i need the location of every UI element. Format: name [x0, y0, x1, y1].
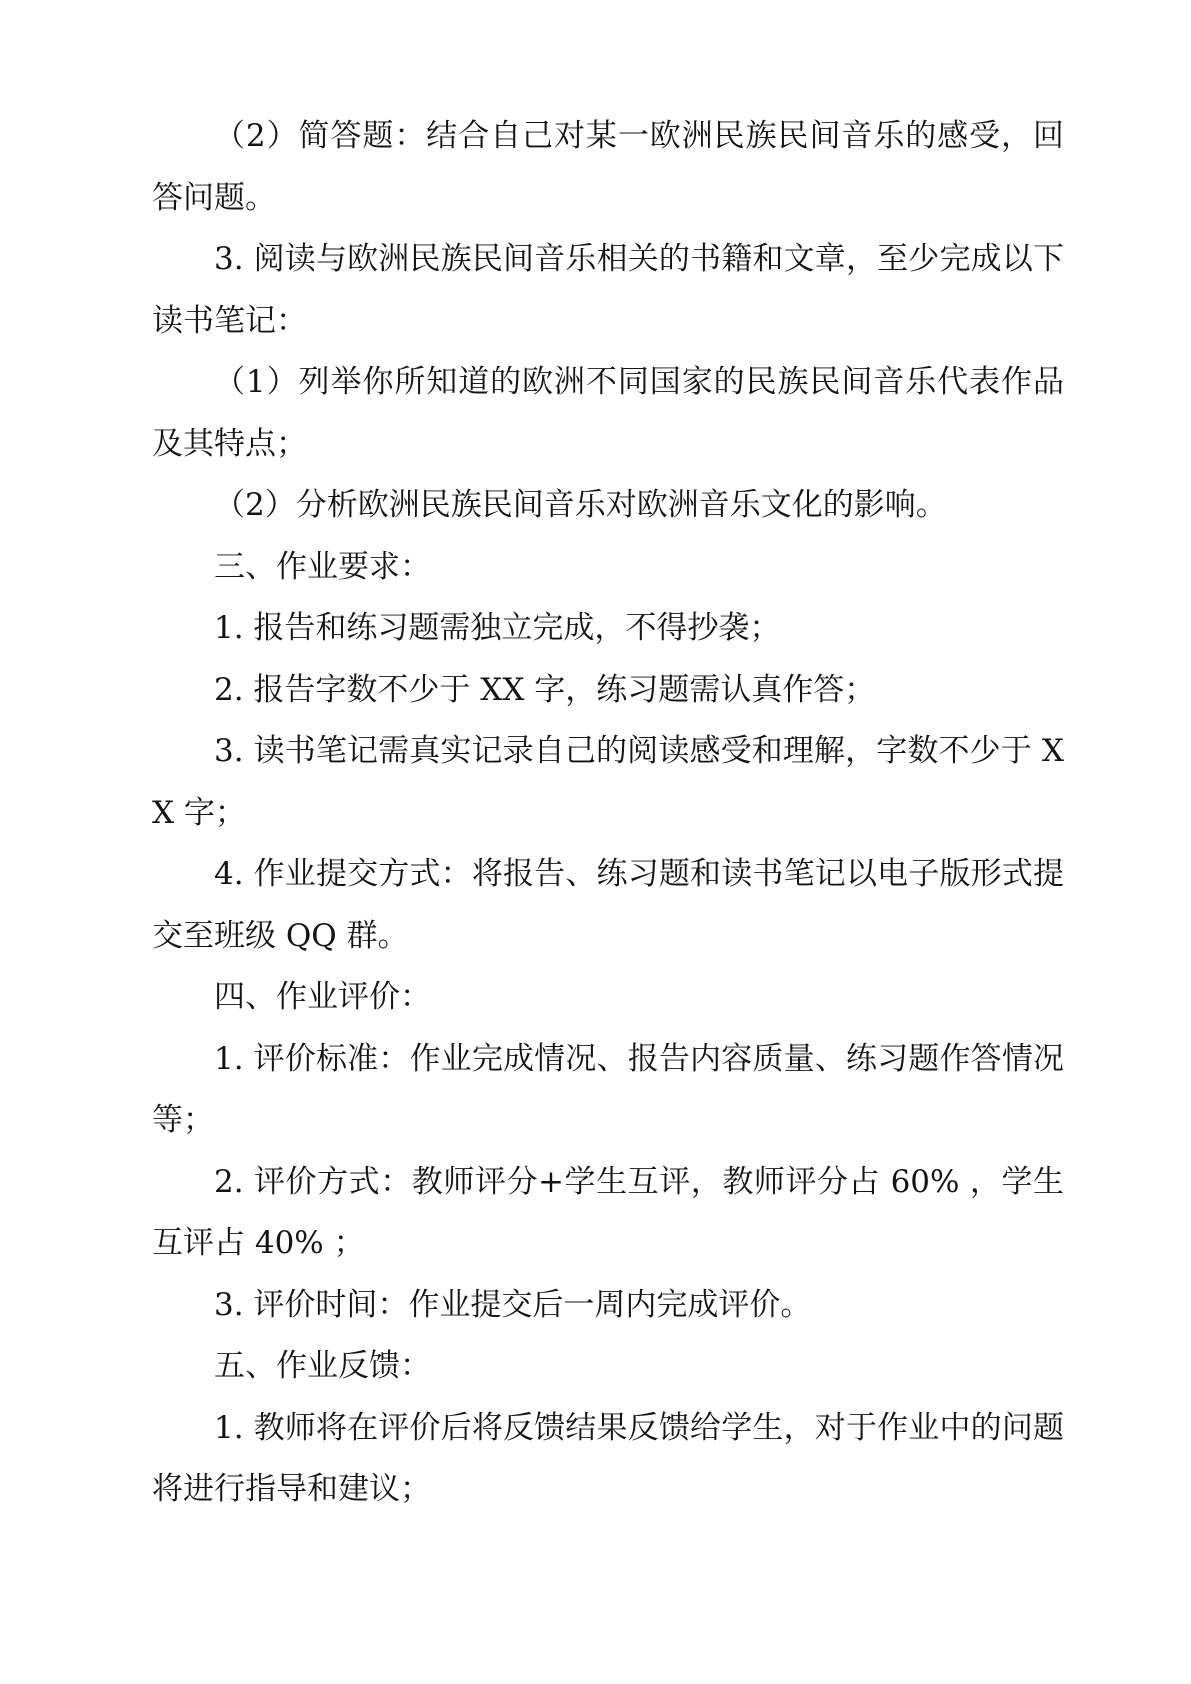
paragraph-independent-work: 1. 报告和练习题需独立完成，不得抄袭； — [214, 610, 781, 646]
paragraph-list-works: （1）列举你所知道的欧洲不同国家的民族民间音乐代表作品及其特点； — [152, 364, 1064, 462]
paragraph-teacher-feedback: 1. 教师将在评价后将反馈结果反馈给学生，对于作业中的问题将进行指导和建议； — [152, 1409, 1064, 1507]
paragraph-evaluation-time: 3. 评价时间：作业提交后一周内完成评价。 — [214, 1286, 812, 1323]
heading-requirements: 三、作业要求： — [214, 548, 431, 585]
paragraph-short-answer: （2）简答题：结合自己对某一欧洲民族民间音乐的感受，回答问题。 — [152, 118, 1064, 216]
heading-feedback: 五、作业反馈： — [214, 1348, 431, 1384]
paragraph-analyze-influence: （2）分析欧洲民族民间音乐对欧洲音乐文化的影响。 — [214, 487, 947, 523]
paragraph-evaluation-method: 2. 评价方式：教师评分+学生互评，教师评分占 60% ，学生互评占 40% ； — [152, 1163, 1064, 1261]
paragraph-word-count: 2. 报告字数不少于 XX 字，练习题需认真作答； — [214, 671, 876, 708]
paragraph-notes-requirement: 3. 读书笔记需真实记录自己的阅读感受和理解，字数不少于 XX 字； — [152, 733, 1064, 831]
paragraph-evaluation-criteria: 1. 评价标准：作业完成情况、报告内容质量、练习题作答情况等； — [152, 1040, 1064, 1138]
document-body — [152, 106, 1064, 1521]
paragraph-reading-notes: 3. 阅读与欧洲民族民间音乐相关的书籍和文章，至少完成以下读书笔记： — [152, 241, 1064, 339]
paragraph-submission: 4. 作业提交方式：将报告、练习题和读书笔记以电子版形式提交至班级 QQ 群。 — [152, 856, 1064, 954]
heading-evaluation: 四、作业评价： — [214, 979, 431, 1015]
